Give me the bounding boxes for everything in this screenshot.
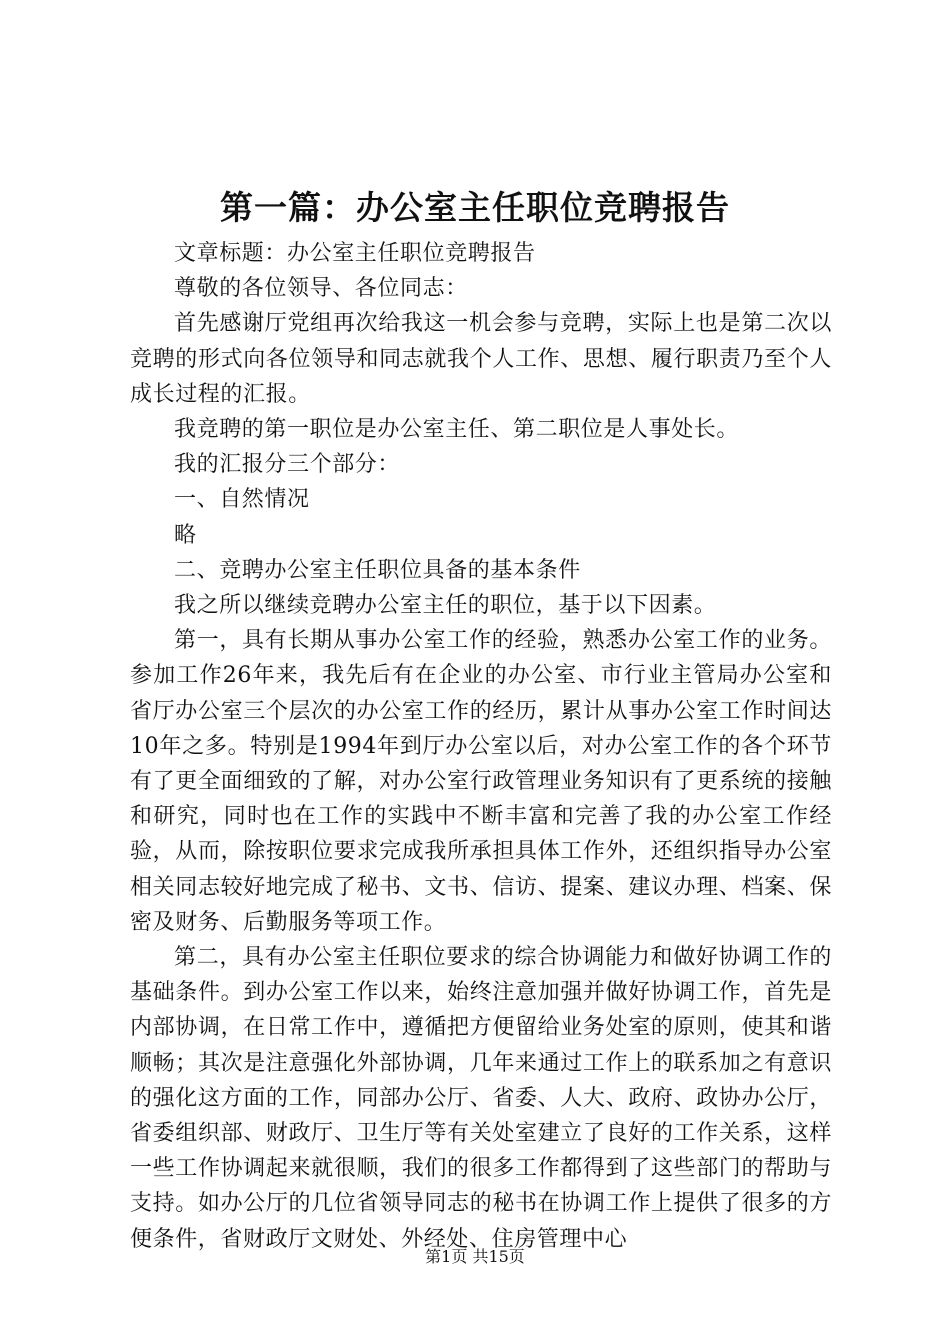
section-heading-1: 一、自然情况: [174, 487, 310, 513]
paragraph-outline: 我的汇报分三个部分：: [174, 452, 401, 478]
paragraph-intro: 首先感谢厅党组再次给我这一机会参与竞聘，实际上也是第二次以竞聘的形式向各位领导和同志就我个人工作、思想、履行职责乃至个人成长过程的汇报。: [130, 311, 832, 407]
section-heading-2: 二、竞聘办公室主任职位具备的基本条件: [174, 557, 581, 583]
paragraph-reasons: 我之所以继续竞聘办公室主任的职位，基于以下因素。: [174, 593, 717, 619]
paragraph-positions: 我竞聘的第一职位是办公室主任、第二职位是人事处长。: [174, 417, 740, 443]
paragraph-second-point: 第二，具有办公室主任职位要求的综合协调能力和做好协调工作的基础条件。到办公室工作以来，始终注意加强并做好协调工作，首先是内部协调，在日常工作中，遵循把方便留给业务处室的原则，使其和谐顺畅；其次是注意强化外部协调，几年来通过工作上的联系加之有意识的强化这方面的工作，同部办公厅、省委、人大、政府、政协办公厅，省委组织部、财政厅、卫生厅等有关处室建立了良好的工作关系，这样一些工作协调起来就很顺，我们的很多工作都得到了这些部门的帮助与支持。如办公厅的几位省领导同志的秘书在协调工作上提供了很多的方便条件，省财政厅文财处、外经处、住房管理中心: [130, 945, 832, 1252]
paragraph-omitted: 略: [174, 522, 197, 548]
document-title: 第一篇：办公室主任职位竞聘报告: [220, 188, 730, 227]
paragraph-first-point: 第一，具有长期从事办公室工作的经验，熟悉办公室工作的业务。参加工作26年来，我先后有在企业的办公室、市行业主管局办公室和省厅办公室三个层次的办公室工作的经历，累计从事办公室工作时间达10年之多。特别是1994年到厅办公室以后，对办公室工作的各个环节有了更全面细致的了解，对办公室行政管理业务知识有了更系统的接触和研究，同时也在工作的实践中不断丰富和完善了我的办公室工作经验，从而，除按职位要求完成我所承担具体工作外，还组织指导办公室相关同志较好地完成了秘书、文书、信访、提案、建议办理、档案、保密及财务、后勤服务等项工作。: [130, 628, 832, 935]
document-body: [130, 236, 832, 1257]
page-footer: 第1页 共15页: [425, 1247, 525, 1266]
paragraph-article-title: 文章标题：办公室主任职位竞聘报告: [174, 241, 536, 266]
paragraph-salutation: 尊敬的各位领导、各位同志：: [174, 276, 468, 302]
